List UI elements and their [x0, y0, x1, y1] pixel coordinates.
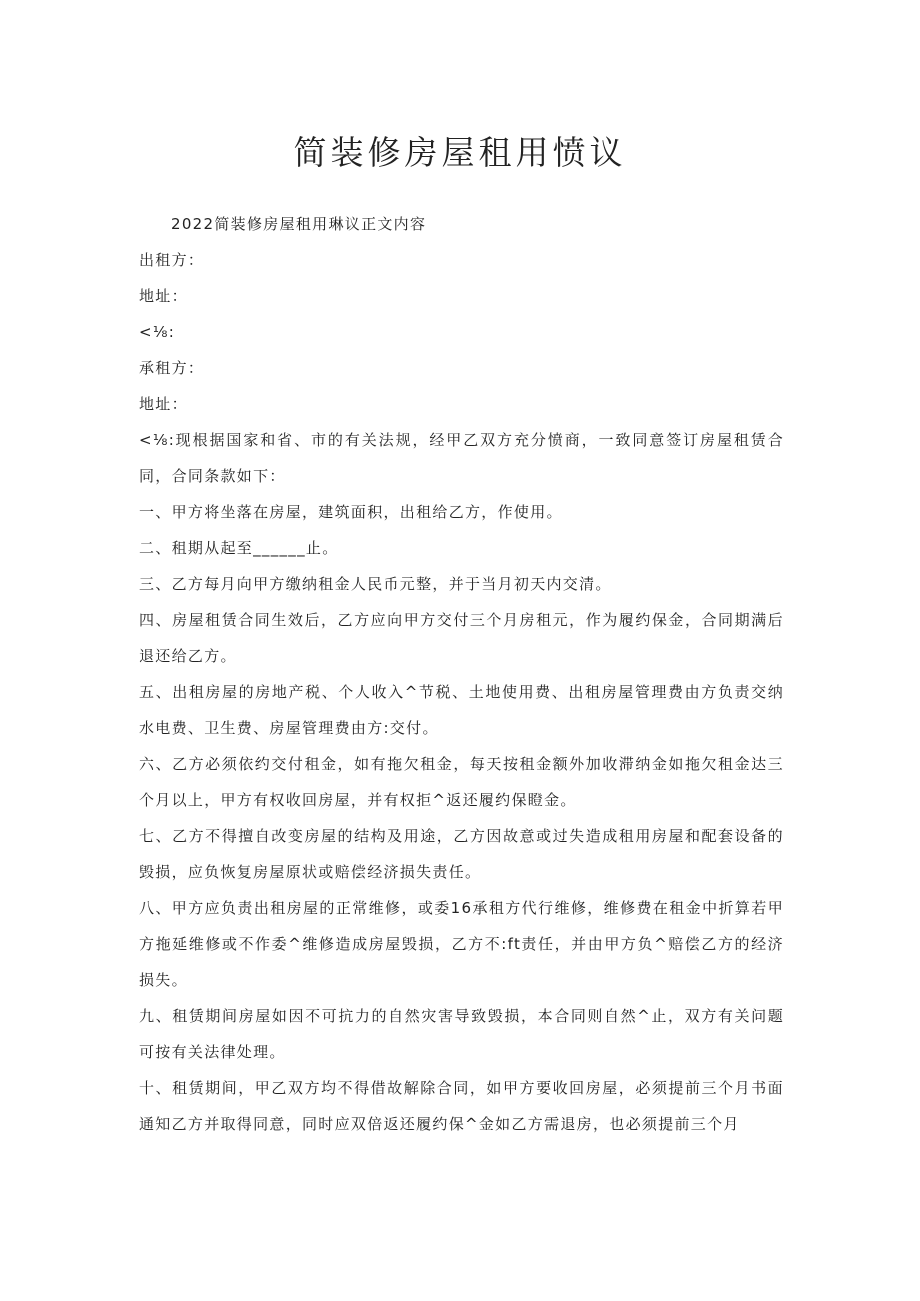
- paragraph-lessor-address: 地址：: [139, 287, 188, 305]
- paragraph-intro: 2022简装修房屋租用琳议正文内容: [171, 215, 427, 233]
- paragraph-lessee: 承租方：: [139, 359, 205, 377]
- clause-4: 四、房屋租赁合同生效后，乙方应向甲方交付三个月房租元，作为履约保金，合同期满后退还给乙方。: [139, 611, 784, 665]
- paragraph-lessor: 出租方：: [139, 251, 205, 269]
- document-title: 简装修房屋租用愤议: [293, 133, 627, 172]
- paragraph-lessee-address: 地址：: [139, 395, 188, 413]
- clause-3: 三、乙方每月向甲方缴纳租金人民币元整，并于当月初天内交清。: [139, 575, 612, 593]
- clause-8: 八、甲方应负责出租房屋的正常维修，或委16承租方代行维修，维修费在租金中折算若甲方拖延维修或不作委^维修造成房屋毁损，乙方不:ft责任，并由甲方负^赔偿乙方的经济损失。: [139, 899, 784, 989]
- clause-2: 二、租期从起至______止。: [139, 539, 339, 557]
- clause-10: 十、租赁期间，甲乙双方均不得借故解除合同，如甲方要收回房屋，必须提前三个月书面通知乙方并取得同意，同时应双倍返还履约保^金如乙方需退房，也必须提前三个月: [139, 1079, 784, 1133]
- paragraph-preamble: <⅛:现根据国家和省、市的有关法规，经甲乙双方充分愤商，一致同意签订房屋租赁合同，合同条款如下：: [139, 431, 784, 485]
- clause-9: 九、租赁期间房屋如因不可抗力的自然灾害导致毁损，本合同则自然^止，双方有关问题可按有关法律处理。: [139, 1007, 784, 1061]
- clause-1: 一、甲方将坐落在房屋，建筑面积，出租给乙方，作使用。: [139, 503, 563, 521]
- clause-7: 七、乙方不得擅自改变房屋的结构及用途，乙方因故意或过失造成租用房屋和配套设备的毁损，应负恢复房屋原状或赔偿经济损失责任。: [139, 827, 784, 881]
- clause-6: 六、乙方必须依约交付租金，如有拖欠租金，每天按租金额外加收滞纳金如拖欠租金达三个月以上，甲方有权收回房屋，并有权拒^返还履约保瞪金。: [139, 755, 784, 809]
- document-body: [139, 206, 784, 1142]
- clause-5: 五、出租房屋的房地产税、个人收入^节税、土地使用费、出租房屋管理费由方负责交纳水电费、卫生费、房屋管理费由方:交付。: [139, 683, 784, 737]
- paragraph-lessor-contact: <⅛:: [139, 323, 176, 341]
